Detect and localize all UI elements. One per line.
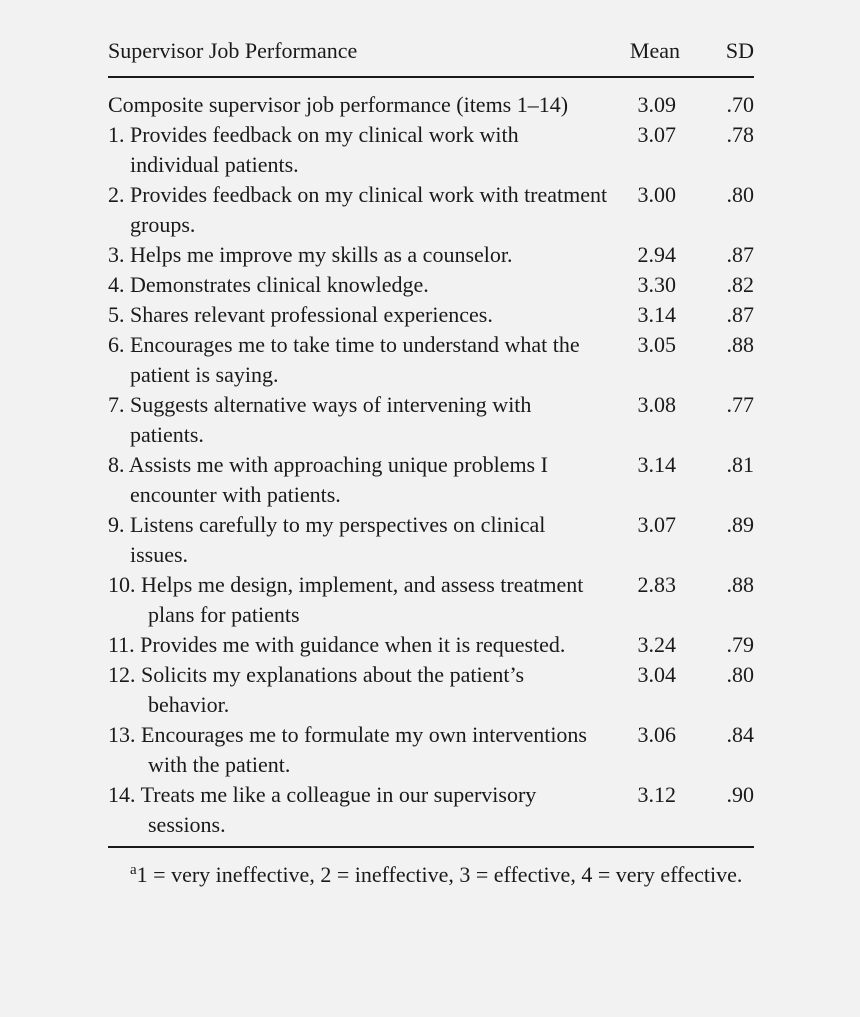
row-sd: .88 — [726, 572, 754, 597]
row-mean: 3.08 — [637, 392, 676, 417]
table-row — [108, 270, 754, 300]
row-sd: .81 — [726, 452, 754, 477]
row-sd: .82 — [726, 272, 754, 297]
table-row — [108, 780, 754, 840]
table-container — [108, 36, 754, 890]
row-mean: 3.14 — [637, 452, 676, 477]
row-item: 11. Provides me with guidance when it is requested. — [108, 632, 566, 657]
row-item: 1. Provides feedback on my clinical work with individual patients. — [108, 122, 519, 177]
row-mean: 3.24 — [637, 632, 676, 657]
row-sd: .70 — [726, 92, 754, 117]
row-item: 14. Treats me like a colleague in our supervisory sessions. — [108, 782, 537, 837]
row-sd: .87 — [726, 242, 754, 267]
header-sd: SD — [725, 38, 754, 63]
table-row — [108, 330, 754, 390]
row-sd: .80 — [726, 182, 754, 207]
row-sd: .88 — [726, 332, 754, 357]
row-mean: 3.30 — [637, 272, 676, 297]
table-row — [108, 390, 754, 450]
table-bottom-rule — [108, 846, 754, 848]
header-item: Supervisor Job Performance — [108, 38, 358, 63]
row-sd: .80 — [726, 662, 754, 687]
row-item: 8. Assists me with approaching unique problems I encounter with patients. — [108, 452, 548, 507]
row-item: 9. Listens carefully to my perspectives on clinical issues. — [108, 512, 546, 567]
row-mean: 3.05 — [637, 332, 676, 357]
row-mean: 2.83 — [637, 572, 676, 597]
row-mean: 3.14 — [637, 302, 676, 327]
row-item: 2. Provides feedback on my clinical work with treatment groups. — [108, 182, 608, 237]
row-item: 13. Encourages me to formulate my own interventions with the patient. — [108, 722, 587, 777]
table-row — [108, 450, 754, 510]
table-header — [108, 36, 754, 76]
table-top-rule — [108, 76, 754, 78]
table-footnote — [108, 860, 754, 890]
footnote-text: 1 = very ineffective, 2 = ineffective, 3 = effective, 4 = very effective. — [136, 862, 743, 887]
table-row — [108, 630, 754, 660]
table-row — [108, 300, 754, 330]
table-row — [108, 660, 754, 720]
table-row — [108, 90, 754, 120]
table-row — [108, 510, 754, 570]
table-row — [108, 570, 754, 630]
row-item: 4. Demonstrates clinical knowledge. — [108, 272, 429, 297]
header-mean: Mean — [629, 38, 680, 63]
table-row — [108, 180, 754, 240]
footnote-marker: a — [130, 862, 137, 878]
row-sd: .79 — [726, 632, 754, 657]
row-item: 6. Encourages me to take time to understand what the patient is saying. — [108, 332, 580, 387]
row-mean: 3.12 — [637, 782, 676, 807]
row-sd: .89 — [726, 512, 754, 537]
row-item: Composite supervisor job performance (items 1–14) — [108, 92, 569, 117]
row-mean: 3.07 — [637, 512, 676, 537]
table-row — [108, 720, 754, 780]
row-sd: .90 — [726, 782, 754, 807]
row-sd: .78 — [726, 122, 754, 147]
table-body — [108, 90, 754, 840]
table-row — [108, 240, 754, 270]
row-item: 3. Helps me improve my skills as a counselor. — [108, 242, 513, 267]
row-item: 7. Suggests alternative ways of intervening with patients. — [108, 392, 532, 447]
row-item: 10. Helps me design, implement, and assess treatment plans for patients — [108, 572, 584, 627]
table-row — [108, 120, 754, 180]
row-sd: .77 — [726, 392, 754, 417]
row-mean: 2.94 — [637, 242, 676, 267]
row-mean: 3.00 — [637, 182, 676, 207]
row-item: 5. Shares relevant professional experiences. — [108, 302, 493, 327]
row-sd: .84 — [726, 722, 754, 747]
row-mean: 3.09 — [637, 92, 676, 117]
row-mean: 3.06 — [637, 722, 676, 747]
row-mean: 3.04 — [637, 662, 676, 687]
row-mean: 3.07 — [637, 122, 676, 147]
row-sd: .87 — [726, 302, 754, 327]
row-item: 12. Solicits my explanations about the patient’s behavior. — [108, 662, 525, 717]
